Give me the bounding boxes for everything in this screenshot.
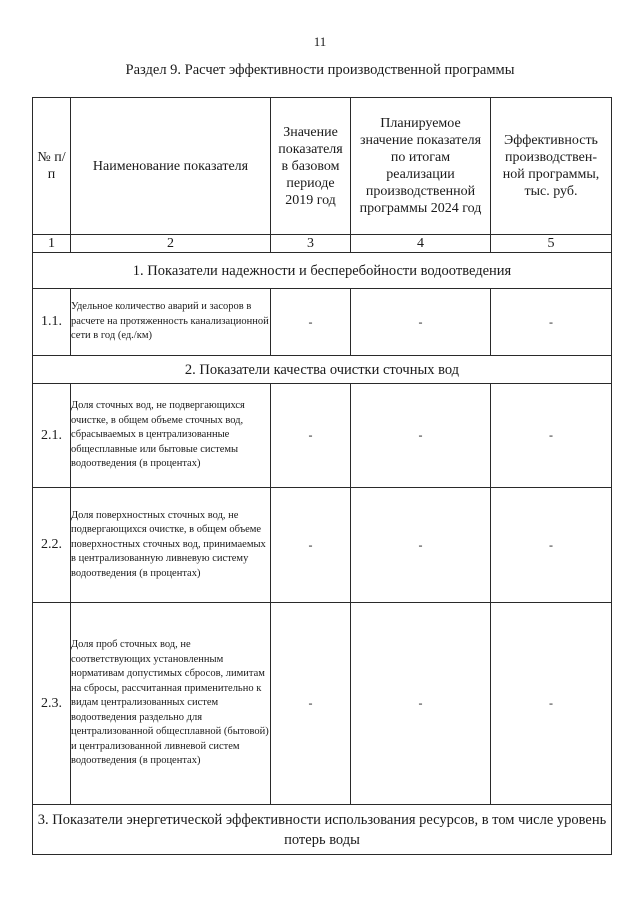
planned-value: - bbox=[351, 289, 491, 356]
planned-value: - bbox=[351, 603, 491, 805]
column-number: 2 bbox=[71, 235, 271, 253]
group-row bbox=[33, 253, 612, 289]
efficiency-value: - bbox=[491, 488, 612, 603]
indicator-name: Удельное количество аварий и засоров в расчете на протяженность канализационной сети в год (ед./км) bbox=[71, 289, 271, 356]
header-efficiency: Эффективность производствен-ной программы, тыс. руб. bbox=[491, 98, 612, 235]
group-heading-treatment-quality: 2. Показатели качества очистки сточных вод bbox=[33, 356, 612, 384]
column-number-row bbox=[33, 235, 612, 253]
header-row bbox=[33, 98, 612, 235]
efficiency-table bbox=[32, 97, 612, 855]
row-index: 2.1. bbox=[33, 384, 71, 488]
efficiency-value: - bbox=[491, 384, 612, 488]
row-index: 1.1. bbox=[33, 289, 71, 356]
header-planned: Планируемое значение показателя по итогам реализации производственной программы 2024 год bbox=[351, 98, 491, 235]
row-index: 2.2. bbox=[33, 488, 71, 603]
header-name: Наименование показателя bbox=[71, 98, 271, 235]
table-row bbox=[33, 488, 612, 603]
indicator-name: Доля поверхностных сточных вод, не подвергающихся очистке, в общем объеме поверхностных сточных вод, принимаемых в централизованную ливневую систему водоотведения (в процентах) bbox=[71, 488, 271, 603]
header-base: Значение показателя в базовом периоде 2019 год bbox=[271, 98, 351, 235]
column-number: 1 bbox=[33, 235, 71, 253]
indicator-name: Доля сточных вод, не подвергающихся очистке, в общем объеме сточных вод, сбрасываемых в централизованные общесплавные или бытовые системы водоотведения (в процентах) bbox=[71, 384, 271, 488]
base-value: - bbox=[271, 384, 351, 488]
page-number: 11 bbox=[313, 34, 327, 49]
table-row bbox=[33, 603, 612, 805]
group-row bbox=[33, 356, 612, 384]
section-title: Раздел 9. Расчет эффективности производственной программы bbox=[125, 62, 515, 78]
table-row bbox=[33, 384, 612, 488]
planned-value: - bbox=[351, 384, 491, 488]
base-value: - bbox=[271, 603, 351, 805]
column-number: 5 bbox=[491, 235, 612, 253]
group-row bbox=[33, 805, 612, 855]
column-number: 4 bbox=[351, 235, 491, 253]
row-index: 2.3. bbox=[33, 603, 71, 805]
efficiency-value: - bbox=[491, 603, 612, 805]
planned-value: - bbox=[351, 488, 491, 603]
base-value: - bbox=[271, 289, 351, 356]
group-heading-reliability: 1. Показатели надежности и бесперебойности водоотведения bbox=[33, 253, 612, 289]
column-number: 3 bbox=[271, 235, 351, 253]
efficiency-value: - bbox=[491, 289, 612, 356]
group-heading-energy-efficiency: 3. Показатели энергетической эффективности использования ресурсов, в том числе уровень потерь воды bbox=[33, 805, 612, 855]
base-value: - bbox=[271, 488, 351, 603]
table-row bbox=[33, 289, 612, 356]
header-num: № п/п bbox=[33, 98, 71, 235]
indicator-name: Доля проб сточных вод, не соответствующих установленным нормативам допустимых сбросов, лимитам на сбросы, рассчитанная применительно к видам централизованных систем водоотведения раздельно для централизованной общесплавной (бытовой) и централизованной ливневой систем водоотведения (в процентах) bbox=[71, 603, 271, 805]
